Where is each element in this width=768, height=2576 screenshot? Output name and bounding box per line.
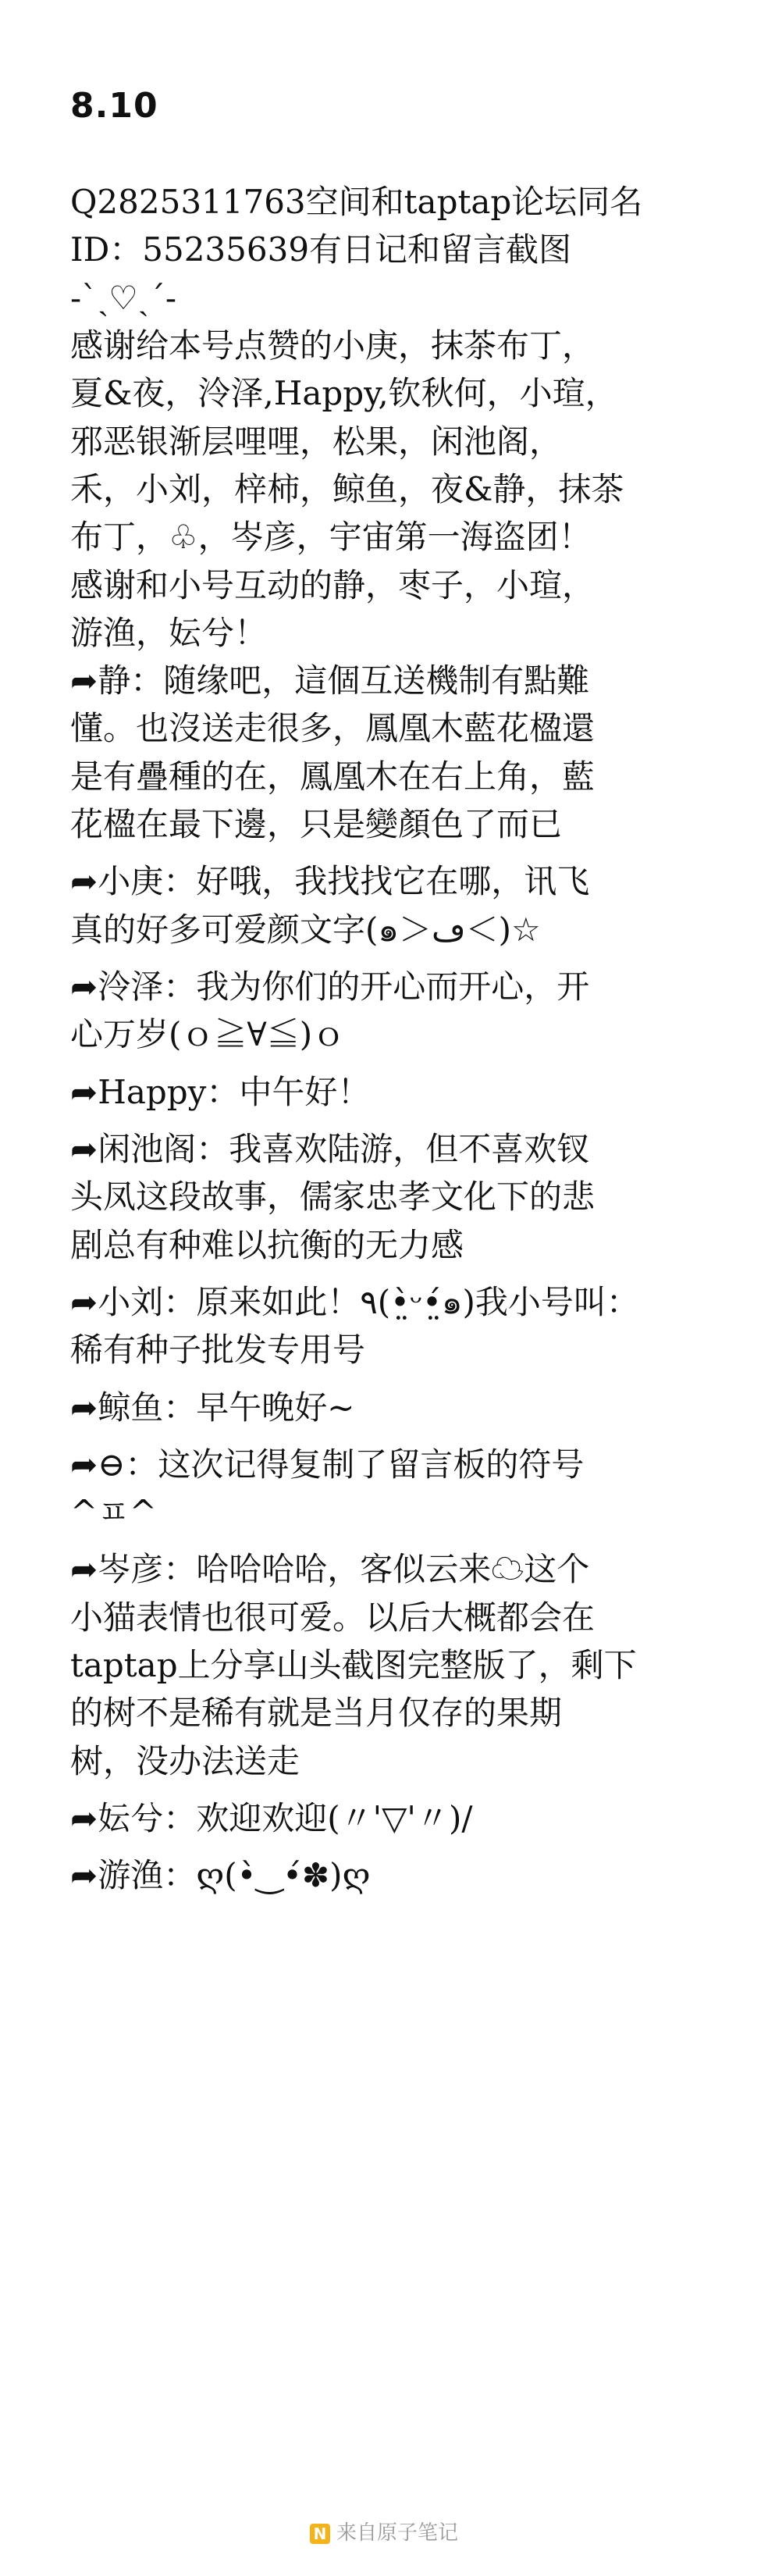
text-line: 剧总有种难以抗衡的无力感 xyxy=(70,1225,464,1264)
text-line: ➦泠泽：我为你们的开心而开心，开 xyxy=(70,967,590,1006)
text-line: ➦⊖：这次记得复制了留言板的符号 xyxy=(70,1445,585,1484)
text-line: ➦妘兮：欢迎欢迎(〃'▽'〃)/ xyxy=(70,1799,473,1837)
text-line: Q2825311763空间和taptap论坛同名 xyxy=(70,183,643,221)
text-line: -ˋˏ♡ˎˊ- xyxy=(70,278,177,317)
text-line: 游渔，妘兮！ xyxy=(70,613,268,652)
text-line: 夏&夜，泠泽,Happy,钦秋何，小瑄， xyxy=(70,374,618,413)
text-line: 树，没办法送走 xyxy=(70,1741,300,1780)
app-footer xyxy=(0,2517,768,2546)
text-line: 心万岁(ｏ≧∀≦)ｏ xyxy=(70,1015,346,1054)
text-line: 禾，小刘，梓柿，鲸鱼，夜&静，抹茶 xyxy=(70,469,624,508)
text-line: 布丁，♧，岑彦，宇宙第一海盗团！ xyxy=(70,518,592,557)
app-logo-icon: N xyxy=(310,2524,330,2544)
text-line: 真的好多可爱颜文字(๑＞ڡ＜)☆ xyxy=(70,910,541,949)
note-date: 8.10 xyxy=(70,86,158,126)
text-line: 头凤这段故事，儒家忠孝文化下的悲 xyxy=(70,1178,596,1217)
text-line: ➦小刘：原来如此！٩(•̤̀ᵕ•̤́๑)我小号叫： xyxy=(70,1282,639,1321)
text-line: ➦Happy：中午好！ xyxy=(70,1072,371,1111)
note-body xyxy=(70,178,702,1900)
text-line: taptap上分享山头截图完整版了，剩下 xyxy=(70,1646,637,1685)
text-line: ➦静：随缘吧，這個互送機制有點難 xyxy=(70,661,590,700)
text-line: 懂。也沒送走很多，鳳凰木藍花楹還 xyxy=(70,709,596,748)
footer-label: 来自原子笔记 xyxy=(336,2521,458,2545)
text-line: 感谢给本号点赞的小庚，抹茶布丁， xyxy=(70,326,596,365)
text-line: 的树不是稀有就是当月仅存的果期 xyxy=(70,1694,563,1733)
text-line: 是有疊種的在，鳳凰木在右上角，藍 xyxy=(70,757,596,796)
text-line: ➦鲸鱼：早午晚好~ xyxy=(70,1388,355,1427)
text-line: ^ㅍ^ xyxy=(70,1493,157,1532)
text-line: ID：55235639有日记和留言截图 xyxy=(70,230,572,269)
text-line: 邪恶银渐层哩哩，松果，闲池阁， xyxy=(70,422,563,461)
text-line: ➦小庚：好哦，我找找它在哪，讯飞 xyxy=(70,862,590,901)
text-line: 稀有种子批发专用号 xyxy=(70,1331,366,1370)
text-line: ➦岑彦：哈哈哈哈，客似云来☁这个 xyxy=(70,1550,590,1589)
text-line: 感谢和小号互动的静，枣子，小瑄， xyxy=(70,565,596,604)
text-line: ➦闲池阁：我喜欢陆游，但不喜欢钗 xyxy=(70,1129,590,1168)
text-line: ➦游渔：ღ(•̀‿•́✽)ღ xyxy=(70,1856,371,1895)
text-line: 花楹在最下邊，只是變顏色了而已 xyxy=(70,805,563,844)
text-line: 小猫表情也很可爱。以后大概都会在 xyxy=(70,1598,596,1637)
